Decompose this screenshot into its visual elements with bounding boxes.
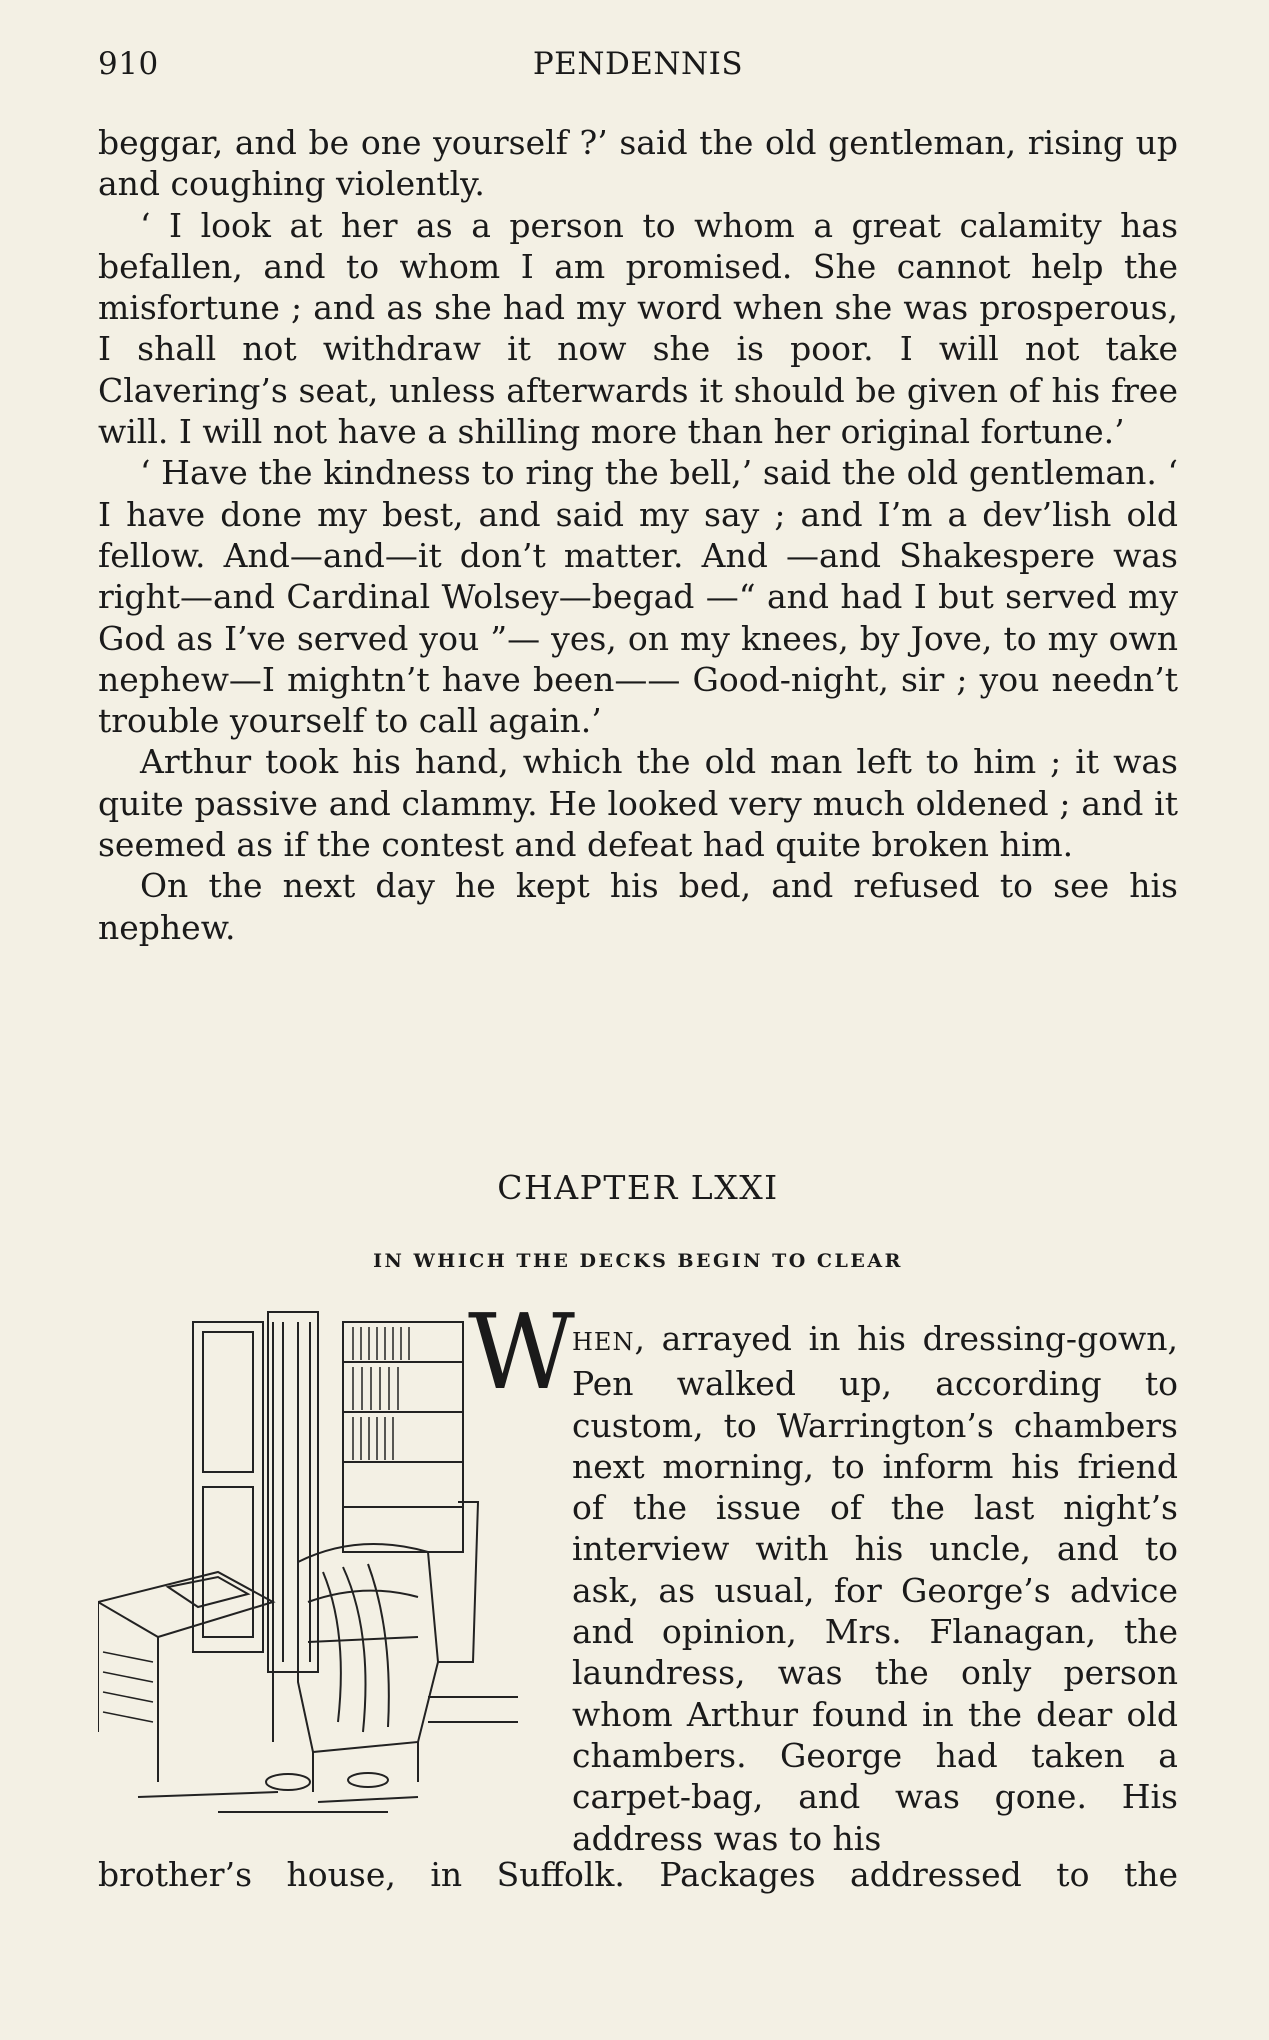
running-head	[98, 46, 1178, 90]
chapter-subtitle: IN WHICH THE DECKS BEGIN TO CLEAR	[373, 1250, 903, 1272]
opening-paragraph	[572, 1318, 1178, 1859]
chapter-opening-text	[572, 1318, 1178, 1859]
small-caps-word: HEN	[572, 1328, 635, 1356]
running-title: PENDENNIS	[532, 46, 744, 82]
paragraph: ‘ I look at her as a person to whom a great calamity has befallen, and to whom I am promised. She cannot help the misfortune ; and as she had my word when she was prosperous, I shall not withdraw it now she is poor. I will not take Clavering’s seat, unless afterwards it should be given of his free will. I will not have a shilling more than her original fortune.’	[98, 205, 1178, 452]
paragraph: On the next day he kept his bed, and refused to see his nephew.	[98, 866, 1178, 947]
drop-initial: W	[468, 1291, 575, 1413]
opening-text: , arrayed in his dressing-gown, Pen walked up, according to custom, to Warrington’s chambers next morning, to inform his friend of the issue of the last night’s interview with his uncle, and to ask, as usual, for George’s advice and opinion, Mrs. Flanagan, the laundress, was the only person whom Arthur found in the dear old chambers. George had taken a carpet-bag, and was gone. His address was to his	[572, 1319, 1178, 1858]
paragraph: ‘ Have the kindness to ring the bell,’ said the old gentleman. ‘ I have done my best, and said my say ; and I’m a dev’lish old fellow. And—and—it don’t matter. And —and Shakespere was right—and Cardinal Wolsey—begad —“ and had I but served my God as I’ve served you ”— yes, on my knees, by Jove, to my own nephew—I mightn’t have been—— Good-night, sir ; you needn’t trouble yourself to call again.’	[98, 453, 1178, 741]
paragraph: beggar, and be one yourself ?’ said the old gentleman, rising up and coughing violently.	[98, 123, 1178, 204]
chapter-title: CHAPTER LXXI	[497, 1168, 779, 1207]
page-number: 910	[98, 46, 159, 82]
body-text	[98, 122, 1178, 948]
paragraph: Arthur took his hand, which the old man left to him ; it was quite passive and clammy. He looked very much oldened ; and it seemed as if the contest and defeat had quite broken him.	[98, 742, 1178, 865]
continuation-line: brother’s house, in Suffolk. Packages addressed to the	[98, 1855, 1178, 1894]
